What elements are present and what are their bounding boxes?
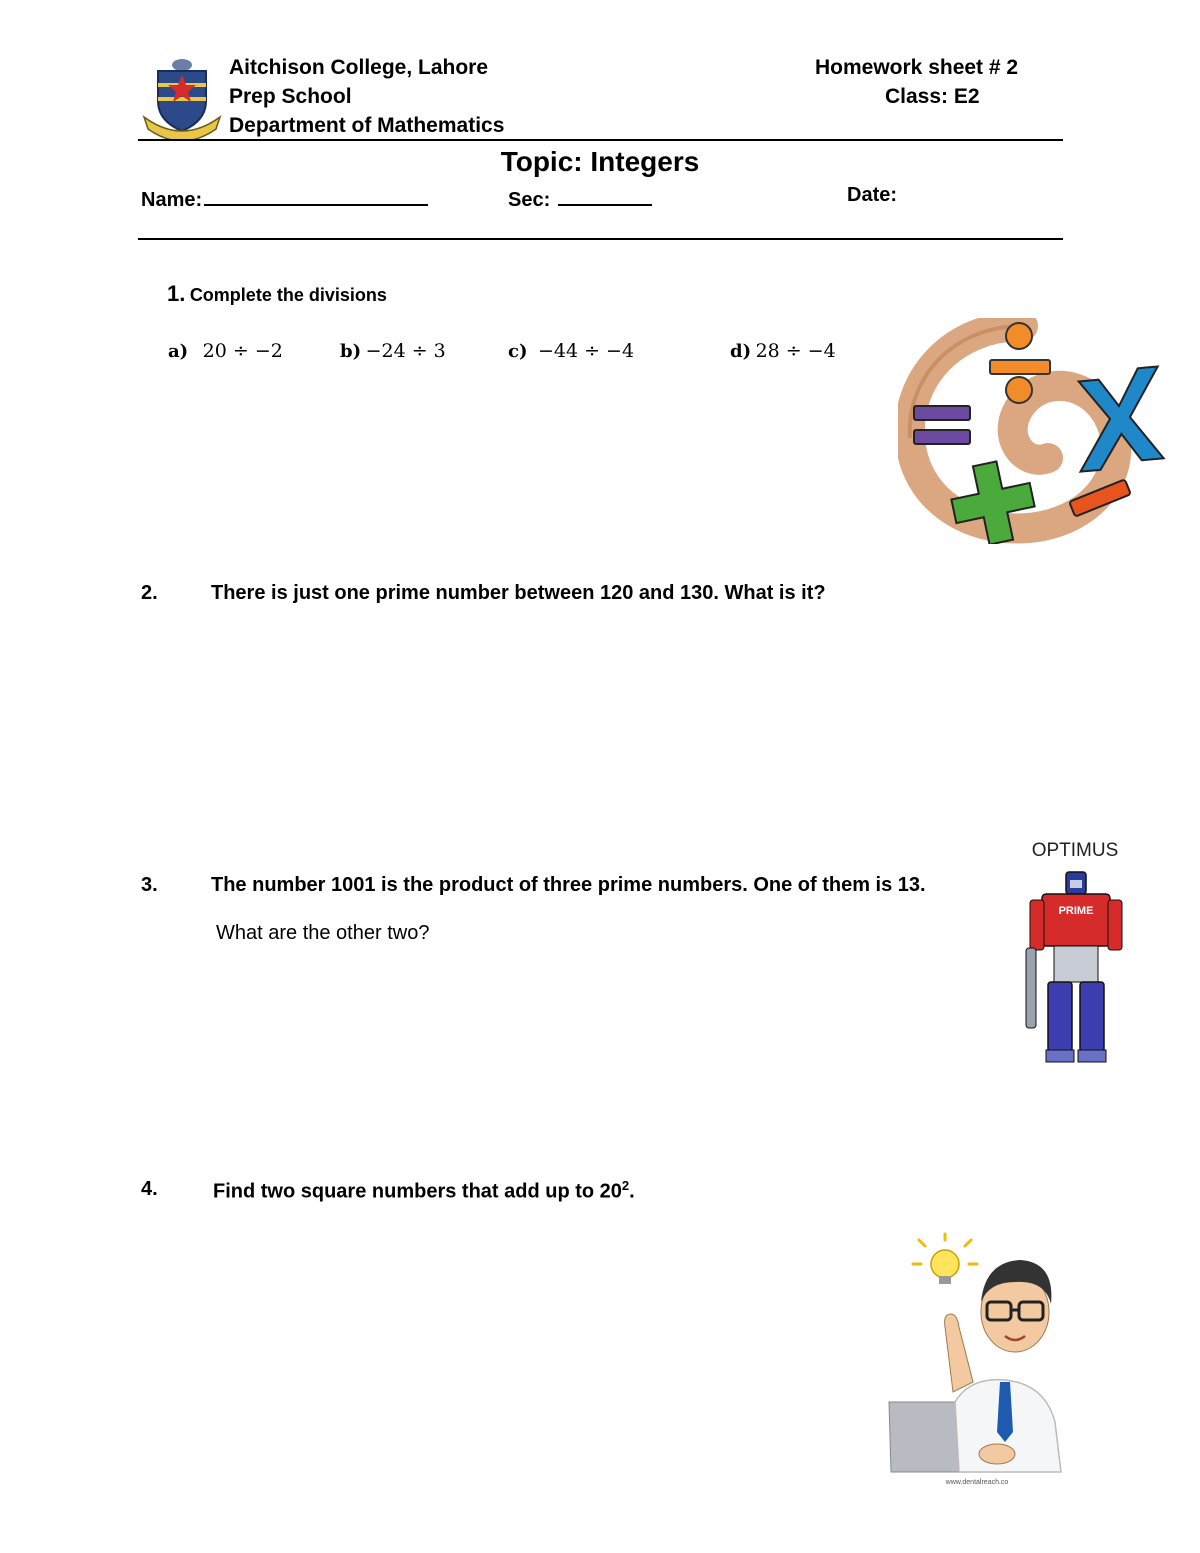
sec-label: Sec: bbox=[508, 189, 551, 211]
part-b-label: b) bbox=[340, 341, 362, 362]
name-blank-line[interactable] bbox=[204, 184, 428, 206]
question-1 bbox=[167, 281, 387, 307]
division-part-a bbox=[168, 340, 283, 362]
image-credit: www.dentalreach.co bbox=[945, 1479, 1009, 1486]
robot-chest-label: PRIME bbox=[1058, 905, 1094, 917]
homework-sheet-number: Homework sheet # 2 bbox=[815, 56, 1019, 79]
question-4-text-main: Find two square numbers that add up to 20 bbox=[213, 1180, 622, 1203]
teacher-idea-illustration bbox=[885, 1232, 1075, 1487]
part-d-expression: 28 ÷ −4 bbox=[755, 340, 836, 362]
header-right bbox=[815, 53, 1018, 111]
part-c-label: c) bbox=[508, 341, 528, 362]
header-left bbox=[229, 53, 504, 140]
question-2-number: 2. bbox=[141, 582, 158, 604]
division-part-c bbox=[508, 340, 634, 362]
date-label: Date: bbox=[847, 184, 898, 206]
question-3-text-line2: What are the other two? bbox=[216, 922, 430, 944]
name-field[interactable] bbox=[141, 184, 428, 212]
header-top-rule bbox=[138, 139, 1063, 141]
question-1-text: Complete the divisions bbox=[189, 285, 387, 305]
class-label: Class: E2 bbox=[885, 85, 980, 108]
division-part-b bbox=[340, 340, 446, 362]
question-4-exponent: 2 bbox=[621, 1178, 630, 1193]
part-a-expression: 20 ÷ −2 bbox=[202, 340, 283, 362]
school-section: Prep School bbox=[229, 85, 352, 108]
part-d-label: d) bbox=[730, 341, 752, 362]
math-symbols-illustration bbox=[898, 318, 1168, 544]
sec-field[interactable] bbox=[508, 184, 652, 212]
date-field bbox=[847, 184, 897, 207]
school-crest-logo bbox=[140, 55, 224, 141]
question-1-number: 1. bbox=[167, 281, 186, 306]
division-part-d bbox=[730, 340, 836, 362]
question-4-number: 4. bbox=[141, 1178, 158, 1200]
robot-caption: OPTIMUS bbox=[1031, 840, 1119, 861]
sec-blank-line[interactable] bbox=[558, 184, 652, 206]
optimus-robot-illustration bbox=[1018, 836, 1133, 1070]
question-2-text: There is just one prime number between 120 and 130. What is it? bbox=[211, 582, 826, 604]
department-name: Department of Mathematics bbox=[229, 114, 505, 137]
header-bottom-rule bbox=[138, 238, 1063, 240]
name-label: Name: bbox=[141, 189, 203, 211]
question-3-text: The number 1001 is the product of three prime numbers. One of them is 13. bbox=[211, 874, 926, 896]
part-a-label: a) bbox=[168, 341, 189, 362]
question-4-text-end: . bbox=[629, 1180, 635, 1203]
light-bulb-icon bbox=[913, 1234, 977, 1284]
topic-title: Topic: Integers bbox=[500, 146, 700, 177]
part-c-expression: −44 ÷ −4 bbox=[537, 340, 635, 362]
question-4-text bbox=[213, 1178, 635, 1204]
school-name: Aitchison College, Lahore bbox=[229, 56, 489, 79]
question-3-number: 3. bbox=[141, 874, 158, 896]
part-b-expression: −24 ÷ 3 bbox=[365, 340, 446, 362]
